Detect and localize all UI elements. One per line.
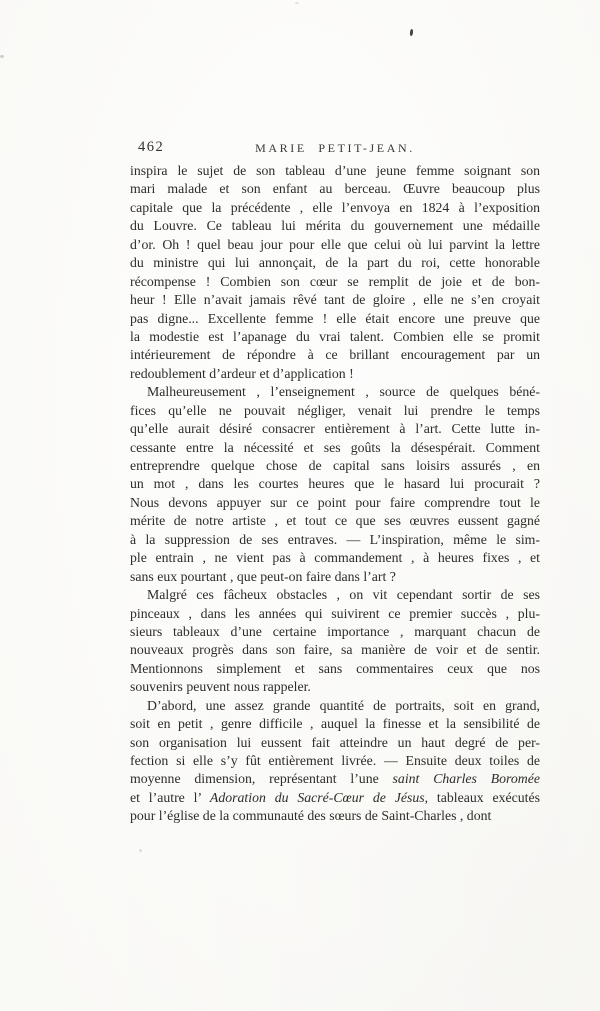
text-line: inspira le sujet de son tableau d’une jeune femme soignant son bbox=[130, 163, 540, 178]
text-line: et l’autre l’ Adoration du Sacré-Cœur de Jésus, tableaux exécutés bbox=[130, 789, 540, 805]
text-line: d’or. Oh ! quel beau jour pour elle que celui où lui parvint la lettre bbox=[130, 236, 540, 252]
text-line: pas digne... Excellente femme ! elle était encore une preuve que bbox=[130, 310, 540, 326]
text-line: du Louvre. Ce tableau lui mérita du gouvernement une médaille bbox=[130, 218, 540, 234]
text-line: la modestie est l’apanage du vrai talent. Combien elle se promit bbox=[130, 328, 540, 344]
text-line: D’abord, une assez grande quantité de portraits, soit en grand, bbox=[147, 697, 540, 713]
text-line: son organisation lui eussent fait atteindre un haut degré de per- bbox=[130, 734, 540, 750]
text-line: souvenirs peuvent nous rappeler. bbox=[130, 679, 311, 695]
text-line: à la suppression de ses entraves. — L’inspiration, même le sim- bbox=[130, 531, 540, 547]
text-line: pour l’église de la communauté des sœurs de Saint-Charles , dont bbox=[130, 808, 492, 824]
text-line: un mot , dans les courtes heures que le hasard lui procurait ? bbox=[130, 476, 540, 492]
ink-speck bbox=[295, 2, 299, 4]
text-line: mérite de notre artiste , et tout ce que ses œuvres eussent gagné bbox=[130, 513, 540, 529]
text-line: Malheureusement , l’enseignement , source de quelques béné- bbox=[147, 384, 540, 400]
text-line: redoublement d’ardeur et d’application ! bbox=[130, 365, 354, 381]
text-line: Mentionnons simplement et sans commentaires ceux que nos bbox=[130, 660, 540, 676]
text-line: capitale que la précédente , elle l’envoya en 1824 à l’exposition bbox=[130, 199, 540, 215]
text-line: nouveaux progrès dans son faire, sa manière de voir et de sentir. bbox=[130, 642, 540, 658]
text-line: fices qu’elle ne pouvait négliger, venait lui prendre le temps bbox=[130, 402, 540, 418]
ink-speck bbox=[139, 849, 142, 852]
text-line: mari malade et son enfant au berceau. Œuvre beaucoup plus bbox=[130, 181, 540, 197]
text-line: Nous devons appuyer sur ce point pour faire comprendre tout le bbox=[130, 494, 540, 510]
text-line: qu’elle aurait désiré consacrer entièrement à l’art. Cette lutte in- bbox=[130, 421, 540, 437]
text-line: soit en petit , genre difficile , auquel la finesse et la sensibilité de bbox=[130, 716, 540, 732]
text-line: Malgré ces fâcheux obstacles , on vit cependant sortir de ses bbox=[147, 587, 540, 603]
running-title: MARIE PETIT-JEAN. bbox=[255, 141, 415, 155]
text-line: pinceaux , dans les années qui suivirent ce premier succès , plu- bbox=[130, 605, 540, 621]
text-line: cessante entre la nécessité et ses goûts la désespérait. Comment bbox=[130, 439, 540, 455]
ink-speck bbox=[410, 29, 414, 36]
text-line: ple entrain , ne vient pas à commandement , à heures fixes , et bbox=[130, 550, 540, 566]
text-line: heur ! Elle n’avait jamais rêvé tant de gloire , elle ne s’en croyait bbox=[130, 292, 540, 308]
text-line: récompense ! Combien son cœur se remplit de joie et de bon- bbox=[130, 273, 540, 289]
body-text bbox=[130, 162, 540, 826]
text-line: entreprendre quelque chose de capital sans loisirs assurés , en bbox=[130, 458, 540, 473]
text-line: du ministre qui lui annonçait, de la part du roi, cette honorable bbox=[130, 255, 540, 271]
page-header bbox=[130, 139, 540, 157]
text-line: moyenne dimension, représentant l’une saint Charles Boromée bbox=[130, 771, 540, 787]
text-line: sieurs tableaux d’une certaine importance , marquant chacun de bbox=[130, 623, 540, 639]
ink-speck bbox=[0, 55, 4, 58]
text-line: intérieurement de répondre à ce brillant encouragement par un bbox=[130, 347, 540, 363]
text-line: sans eux pourtant , que peut-on faire dans l’art ? bbox=[130, 568, 396, 584]
text-line: fection si elle s’y fût entièrement livrée. — Ensuite deux toiles de bbox=[130, 753, 540, 768]
page-number: 462 bbox=[138, 139, 165, 155]
